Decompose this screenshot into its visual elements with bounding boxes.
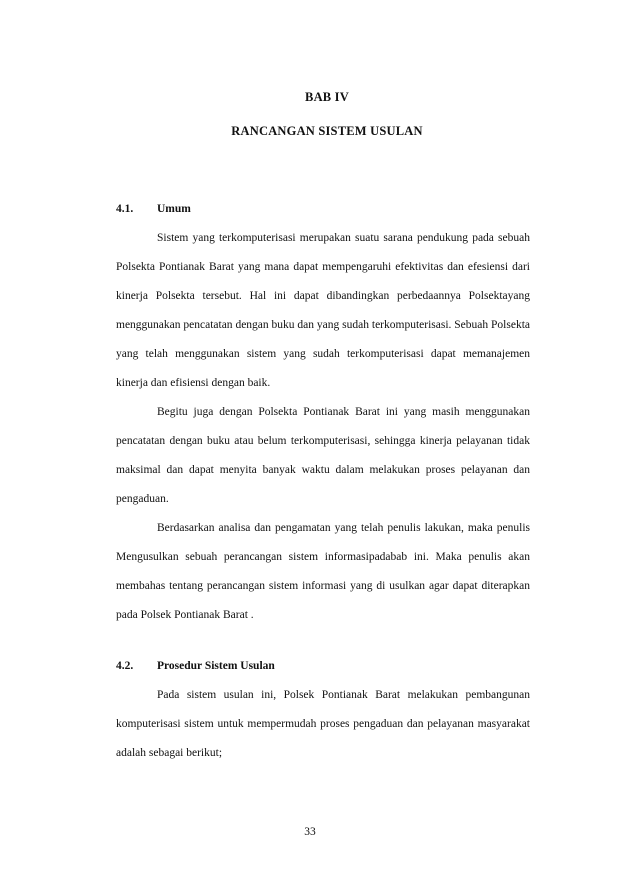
section-number: 4.1. [116, 203, 134, 215]
section-heading-4-2 [116, 660, 275, 672]
section-title: Umum [157, 203, 191, 215]
paragraph-umum-3: Berdasarkan analisa dan pengamatan yang telah penulis lakukan, maka penulis Mengusulkan sebuah perancangan sistem informasipadabab ini. Maka penulis akan membahas tentang perancangan sistem informasi yang di usulkan agar dapat diterapkan pada Polsek Pontianak Barat . [116, 522, 530, 621]
chapter-number: BAB IV [305, 90, 349, 104]
page-number: 33 [304, 826, 316, 838]
section-title: Prosedur Sistem Usulan [157, 660, 275, 672]
chapter-title: RANCANGAN SISTEM USULAN [231, 124, 423, 138]
section-number: 4.2. [116, 660, 134, 672]
paragraph-prosedur-1: Pada sistem usulan ini, Polsek Pontianak Barat melakukan pembangunan komputerisasi sistem untuk mempermudah proses pengaduan dan pelayanan masyarakat adalah sebagai berikut; [116, 689, 530, 759]
section-heading-4-1 [116, 203, 191, 215]
paragraph-umum-1: Sistem yang terkomputerisasi merupakan suatu sarana pendukung pada sebuah Polsekta Pontianak Barat yang mana dapat mempengaruhi efektivitas dan efesiensi dari kinerja Polsekta tersebut. Hal ini dapat dibandingkan perbedaannya Polsektayang menggunakan pencatatan dengan buku dan yang sudah terkomputerisasi. Sebuah Polsekta yang telah menggunakan sistem yang sudah terkomputerisasi dapat memanajemen kinerja dan efisiensi dengan baik. [116, 232, 530, 389]
paragraph-umum-2: Begitu juga dengan Polsekta Pontianak Barat ini yang masih menggunakan pencatatan dengan buku atau belum terkomputerisasi, sehingga kinerja pelayanan tidak maksimal dan dapat menyita banyak waktu dalam melakukan proses pelayanan dan pengaduan. [116, 406, 530, 505]
